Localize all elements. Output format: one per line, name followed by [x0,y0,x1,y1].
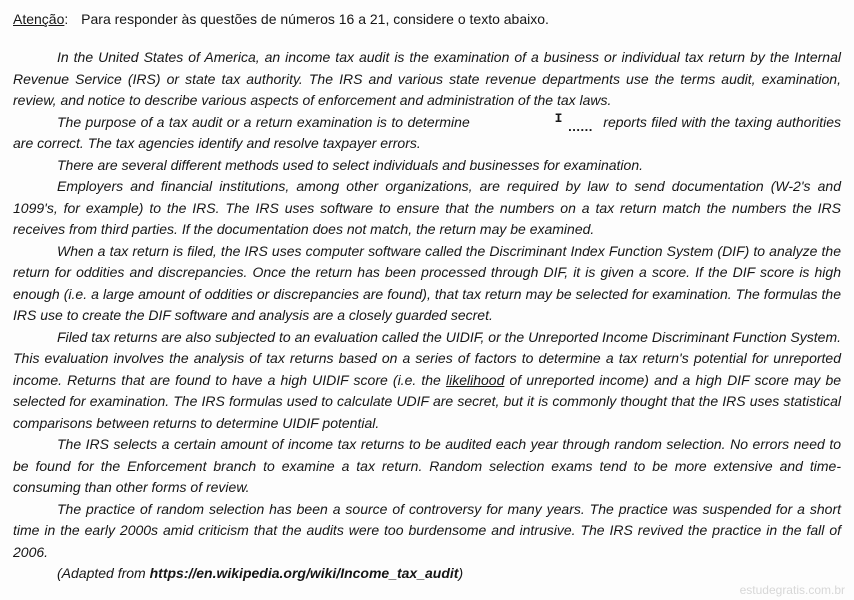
reading-text [13,47,841,585]
blank-number: I [554,111,563,126]
attribution-line [13,563,841,585]
attention-instruction: Para responder às questões de números 16 a 21, considere o texto abaixo. [81,11,549,27]
watermark: estudegratis.com.br [739,583,845,597]
paragraph-2-after-blank: reports filed with the taxing authorities are correct. The tax agencies identify and resolve taxpayer errors. [13,113,842,151]
underlined-word-likelihood: likelihood [445,371,505,388]
paragraph-2 [13,112,841,155]
paragraph-5: When a tax return is filed, the IRS uses computer software called the Discriminant Index Function System (DIF) to analyze the return for oddities and discrepancies. Once the return has been processed through DIF, it is given a score. If the DIF score is high enough (i.e. a large amount of oddities or discrepancies are found), that tax return may be selected for examination. The formulas the IRS use to create the DIF software and analysis are a closely guarded secret. [13,242,841,323]
paragraph-4: Employers and financial institutions, among other organizations, are required by law to send documentation (W-2's and 1099's, for example) to the IRS. The IRS uses software to ensure that the numbers on a tax return match the numbers the IRS receives from third parties. If the documentation does not match, the return may be examined. [13,178,841,237]
attribution-prefix: (Adapted from [57,565,146,581]
attribution-url: https://en.wikipedia.org/wiki/Income_tax_audit [149,565,459,581]
paragraph-7: The IRS selects a certain amount of income tax returns to be audited each year through random selection. No errors need to be found for the Enforcement branch to examine a tax return. Random selection exams tend to be more extensive and time-consuming than other forms of review. [13,436,841,495]
paragraph-1: In the United States of America, an income tax audit is the examination of a business or individual tax return by the Internal Revenue Service (IRS) or state tax authority. The IRS and various state revenue departments use the terms audit, examination, review, and notice to describe various aspects of enforcement and administration of the tax laws. [13,49,841,108]
paragraph-2-before-blank: The purpose of a tax audit or a return examination is to determine [57,113,470,130]
attribution-suffix: ) [458,565,464,581]
attention-note [13,9,841,30]
paragraph-6-before: Filed tax returns are also subjected to an evaluation called the UIDIF, or the Unreported Income Discriminant Function System. This evaluation involves the analysis of tax returns based on a series of factors to determine a tax return's potential for unreported income. Returns that are found to have a high UIDIF score (i.e. the [13,328,841,388]
paragraph-8: The practice of random selection has been a source of controversy for many years. The practice was suspended for a short time in the early 2000s amid criticism that the audits were too burdensome and intrusive. The IRS revived the practice in the fall of 2006. [13,500,841,560]
blank-dots: ...... [568,118,593,134]
paragraph-6 [13,327,841,435]
blank-marker-I [480,112,593,134]
attention-colon: : [64,11,69,27]
paragraph-6-after: of unreported income) and a high DIF score may be selected for examination. The IRS formulas used to calculate UDIF are secret, but it is commonly thought that the IRS uses statistical comparisons between returns to determine UIDIF potential. [13,371,842,431]
attention-label: Atenção [13,11,65,27]
paragraph-3: There are several different methods used to select individuals and businesses for examination. [57,156,643,173]
